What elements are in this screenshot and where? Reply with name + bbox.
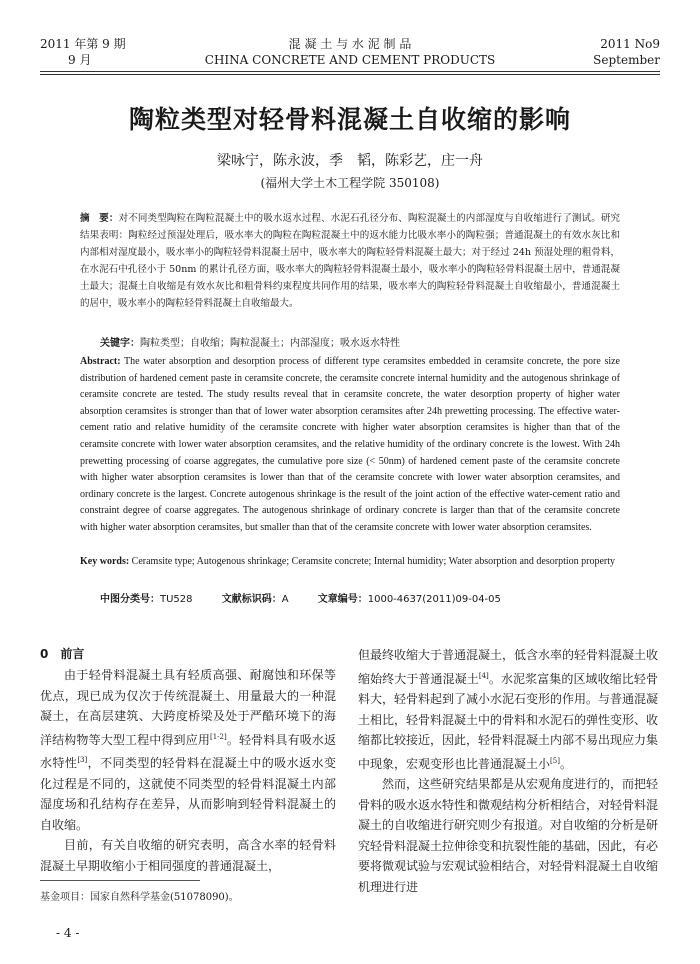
body-text: 但最终收缩大于普通混凝土，低含水率的轻骨料混凝土收缩始终大于普通混凝土 [358,648,659,686]
footnote-rule [40,880,200,881]
journal-name-en: CHINA CONCRETE AND CEMENT PRODUCTS [204,53,496,67]
header-rule-bottom [40,74,660,75]
classification-line [100,590,527,605]
citation: [5] [550,756,560,765]
doc-code-value: A [281,594,289,605]
keywords-en [80,554,620,570]
body-paragraph [40,665,336,835]
article-number-label: 文章编号： [317,594,368,605]
affiliation: (福州大学土木工程学院 350108) [260,176,440,190]
body-paragraph: 目前，有关自收缩的研究表明，高含水率的轻骨料混凝土早期收缩小于相同强度的普通混凝土， [40,838,336,873]
page-number: - 4 - [56,926,80,940]
issue-number-en: 2011 No9 [600,37,660,51]
body-text: 。 [559,756,572,771]
body-text: 。水泥浆富集的区域收缩比轻骨料大，轻骨料起到了减小水泥石变形的作用。与普通混凝土相比，轻骨料混凝土中的骨料和水泥石的弹性变形、收缩都比较接近，因此，轻骨料混凝土内部不易出现应力集中现象，宏观变形也比普通混凝土小 [358,671,659,771]
abstract-zh-label: 摘 要： [80,213,119,224]
keywords-en-label: Key words: [80,556,130,567]
citation: [1-2] [209,732,227,741]
abstract-zh-text: 对不同类型陶粒在陶粒混凝土中的吸水返水过程、水泥石孔径分布、陶粒混凝土的内部湿度与自收缩进行了测试。研究结果表明：陶粒经过预湿处理后，吸水率大的陶粒在陶粒混凝土中的返水能力比吸水率小的陶粒强；普通混凝土的有效水灰比和内部相对湿度最小，吸水率小的陶粒轻骨料混凝土居中，吸水率大的陶粒轻骨料混凝土最大；对于经过 24h 预湿处理的粗骨料，在水泥石中孔径小于 50nm 的累计孔径方面，吸水率大的陶粒轻骨料混凝土最小，吸水率小的陶粒轻骨料混凝土居中，普通混凝土最大；混凝土自收缩是有效水灰比和粗骨料约束程度共同作用的结果，吸水率大的陶粒轻骨料混凝土自收缩最小，普通混凝土的居中，吸水率小的陶粒轻骨料混凝土自收缩最大。 [80,213,620,309]
body-column-left [40,665,336,876]
clc-value: TU528 [160,594,193,605]
issue-year-number: 2011 年第 9 期 [40,37,126,51]
keywords-zh-label: 关键字： [100,338,140,349]
journal-issue-en-block [593,36,660,68]
clc-label: 中图分类号： [100,594,160,605]
issue-month: 9 月 [68,53,92,67]
citation: [4] [478,671,489,680]
body-paragraph [358,645,658,774]
article-number-value: 1000-4637(2011)09-04-05 [367,594,501,605]
doc-code-label: 文献标识码： [221,594,282,605]
paper-title: 陶粒类型对轻骨料混凝土自收缩的影响 [128,105,571,134]
abstract-en-text: The water absorption and desorption process of different type ceramsites embedded in ceramsite concrete, the pore size distribution of hardened cement paste in ceramsite concrete, the ceramsite concrete internal humidity and the autogenous shrinkage of ceramsite concrete are tested. The study results reveal that in ceramsite concrete, the water desorption property of higher water absorption ceramsites is stronger than that of lower water absorption ceramsites after 24h prewetting processing. The effective water-cement ratio and relative humidity of the ceramsite concrete with higher water absorption ceramsites is higher than that of the ceramsite concrete with lower water absorption ceramsites, and the relative humidity of the ordinary concrete is the lowest. With 24h prewetting processing of coarse aggregates, the cumulative pore size (< 50nm) of hardened cement paste of the ceramsite concrete with higher water absorption ceramsites is lower than that of the ceramsite concrete with lower water absorption ceramsites, and ordinary concrete is the largest. Concrete autogenous shrinkage is the result of the joint action of the effective water-cement ratio and constraint degree of coarse aggregates. The autogenous shrinkage of ordinary concrete is larger than that of the ceramsite concrete with higher water absorption ceramsites, but smaller than that of the ceramsite concrete with lower water absorption ceramsites. [80,356,620,533]
body-text: 。轻骨料具有吸水返水特性 [40,732,336,770]
abstract-en-label: Abstract: [80,356,121,367]
header-rule-top [40,71,660,72]
body-text: 由于轻骨料混凝土具有轻质高强、耐腐蚀和环保等优点，现已成为仅次于传统混凝土、用量最大的一种混凝土，在高层建筑、大跨度桥梁及处于严酷环境下的海洋结构物等大型工程中得到应用 [40,668,336,747]
journal-name-zh: 混 凝 土 与 水 泥 制 品 [288,37,412,51]
abstract-zh [80,210,620,312]
keywords-zh [100,334,620,349]
citation: [3] [77,756,88,764]
section-heading-intro: 0 前言 [40,647,85,661]
funding-footnote: 基金项目：国家自然科学基金(51078090)。 [40,892,239,903]
author-list: 梁咏宁，陈永波，季 韬，陈彩艺，庄一舟 [217,153,483,169]
issue-month-en: September [593,53,660,67]
abstract-en [80,354,620,537]
body-paragraph: 然而，这些研究结果都是从宏观角度进行的，而把轻骨料的吸水返水特性和微观结构分析相结合，对轻骨料混凝土的自收缩进行研究则少有报道。对自收缩的分析是研究轻骨料混凝土拉伸徐变和抗裂性能的基础，因此，有必要将微观试验与宏观试验相结合，对轻骨料混凝土自收缩机理进行进 [358,777,659,894]
body-text: ，不同类型的轻骨料在混凝土中的吸水返水变化过程是不同的，这就使不同类型的轻骨料混凝土内部湿度场和孔结构存在差异，从而影响到轻骨料混凝土的自收缩。 [40,756,336,832]
keywords-en-text: Ceramsite type; Autogenous shrinkage; Ceramsite concrete; Internal humidity; Water absorption and desorption property [131,556,616,567]
body-column-right [358,645,658,897]
keywords-zh-text: 陶粒类型；自收缩；陶粒混凝土；内部湿度；吸水返水特性 [140,338,400,349]
